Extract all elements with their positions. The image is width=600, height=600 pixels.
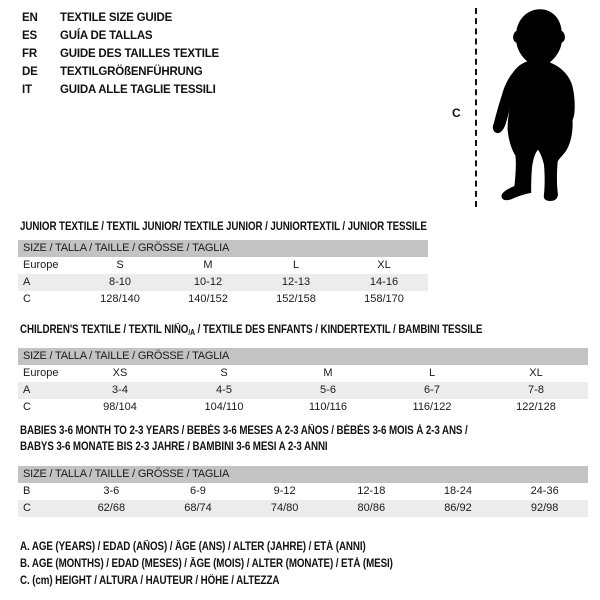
height-dashed-line — [475, 8, 477, 207]
legend-line-c: C. (cm) HEIGHT / ALTURA / HAUTEUR / HÖHE / ALTEZZA — [20, 575, 280, 587]
toddler-silhouette-image — [486, 6, 594, 208]
size-cell: 158/170 — [364, 293, 404, 305]
row-label-cell: Europe — [23, 367, 59, 379]
language-row — [22, 81, 219, 99]
size-cell: 4-5 — [172, 382, 276, 399]
babies-title-text-2: BABYS 3-6 MONATE BIS 2-3 JAHRE / BAMBINI 3-6 MESI A 2-3 ANNI — [20, 441, 328, 453]
table-row — [18, 365, 588, 382]
size-cell: 62/68 — [68, 500, 155, 517]
size-header-bar: SIZE / TALLA / TAILLE / GRÖSSE / TAGLIA — [18, 348, 588, 365]
language-title: GUIDA ALLE TAGLIE TESSILI — [60, 84, 216, 96]
size-cell: 6-7 — [380, 382, 484, 399]
legend — [20, 537, 459, 588]
table-row — [18, 483, 588, 500]
size-cell: 6-9 — [190, 485, 206, 497]
size-cell: L — [428, 367, 436, 379]
language-code: EN — [22, 12, 38, 24]
table-row — [18, 466, 588, 483]
table-row — [18, 500, 588, 517]
children-section-title — [20, 320, 564, 338]
language-title: GUIDE DES TAILLES TEXTILE — [60, 48, 219, 60]
row-label-cell: A — [18, 382, 68, 399]
size-cell: 5-6 — [276, 382, 380, 399]
language-code: FR — [22, 48, 37, 60]
children-size-table — [18, 348, 588, 416]
size-cell: 104/110 — [204, 401, 244, 413]
babies-title-text-1: BABIES 3-6 MONTH TO 2-3 YEARS / BEBÉS 3-6 MESES A 2-3 AÑOS / BÉBÉS 3-6 MOIS À 2-3 ANS / — [20, 425, 468, 437]
row-label-cell: C — [23, 401, 31, 413]
language-row — [22, 27, 219, 45]
size-cell: S — [116, 259, 124, 271]
table-row — [18, 399, 588, 416]
children-title-text — [20, 324, 482, 337]
size-cell: XL — [377, 259, 391, 271]
size-cell: 3-6 — [103, 485, 120, 497]
size-cell: 68/74 — [155, 500, 242, 517]
legend-line-a: A. AGE (YEARS) / EDAD (AÑOS) / ÂGE (ANS) / ALTER (JAHRE) / ETÀ (ANNI) — [20, 541, 366, 553]
size-cell: 152/158 — [276, 293, 316, 305]
size-cell: 8-10 — [76, 274, 164, 291]
language-row — [22, 45, 219, 63]
size-cell: 14-16 — [340, 274, 428, 291]
table-row — [18, 274, 428, 291]
table-row — [18, 382, 588, 399]
size-cell: XS — [112, 367, 128, 379]
size-cell: 128/140 — [100, 293, 140, 305]
size-cell: 7-8 — [484, 382, 588, 399]
table-row — [18, 348, 588, 365]
language-row — [22, 9, 219, 27]
size-cell: L — [292, 259, 300, 271]
size-cell: M — [323, 367, 333, 379]
row-label-cell: Europe — [23, 259, 59, 271]
table-row — [18, 257, 428, 274]
table-row — [18, 240, 428, 257]
size-cell: 9-12 — [273, 485, 296, 497]
children-title-prefix: CHILDREN'S TEXTILE / TEXTIL NIÑO — [20, 324, 189, 336]
row-label-cell: B — [23, 485, 31, 497]
language-title: GUÍA DE TALLAS — [60, 30, 153, 42]
size-cell: 110/116 — [308, 401, 348, 413]
size-cell: 24-36 — [530, 485, 559, 497]
size-cell: 12-18 — [357, 485, 386, 497]
size-cell: 10-12 — [164, 274, 252, 291]
size-cell: M — [203, 259, 213, 271]
size-header-bar: SIZE / TALLA / TAILLE / GRÖSSE / TAGLIA — [18, 240, 428, 257]
size-cell: 12-13 — [252, 274, 340, 291]
language-list — [22, 9, 219, 99]
row-label-cell: C — [18, 500, 68, 517]
junior-section-title — [20, 217, 499, 235]
size-cell: S — [220, 367, 228, 379]
children-title-suffix: / TEXTILE DES ENFANTS / KINDERTEXTIL / BAMBINI TESSILE — [194, 324, 483, 336]
row-label-cell: C — [23, 293, 31, 305]
babies-size-table — [18, 466, 588, 517]
junior-title-text: JUNIOR TEXTILE / TEXTIL JUNIOR/ TEXTILE JUNIOR / JUNIORTEXTIL / JUNIOR TESSILE — [20, 221, 427, 233]
language-title: TEXTILE SIZE GUIDE — [60, 12, 173, 24]
babies-section-title-line2 — [20, 437, 382, 455]
size-cell: 74/80 — [241, 500, 328, 517]
language-code: IT — [22, 84, 32, 96]
table-row — [18, 291, 428, 308]
size-header-bar: SIZE / TALLA / TAILLE / GRÖSSE / TAGLIA — [18, 466, 588, 483]
row-label-cell: A — [18, 274, 76, 291]
language-code: ES — [22, 30, 37, 42]
height-measure-label: C — [452, 106, 461, 120]
size-cell: XL — [529, 367, 543, 379]
language-code: DE — [22, 66, 38, 78]
size-cell: 3-4 — [68, 382, 172, 399]
size-cell: 98/104 — [103, 401, 137, 413]
size-cell: 140/152 — [188, 293, 228, 305]
size-cell: 116/122 — [412, 401, 452, 413]
size-cell: 86/92 — [415, 500, 502, 517]
legend-line-b: B. AGE (MONTHS) / EDAD (MESES) / ÂGE (MOIS) / ALTER (MONATE) / ETÀ (MESI) — [20, 558, 393, 570]
size-cell: 18-24 — [443, 485, 473, 497]
language-title: TEXTILGRÖßENFÜHRUNG — [60, 66, 203, 78]
size-cell: 80/86 — [328, 500, 415, 517]
language-row — [22, 63, 219, 81]
children-title-sub: /A — [188, 328, 195, 337]
junior-size-table — [18, 240, 428, 308]
size-cell: 92/98 — [501, 500, 588, 517]
size-cell: 122/128 — [516, 401, 556, 413]
